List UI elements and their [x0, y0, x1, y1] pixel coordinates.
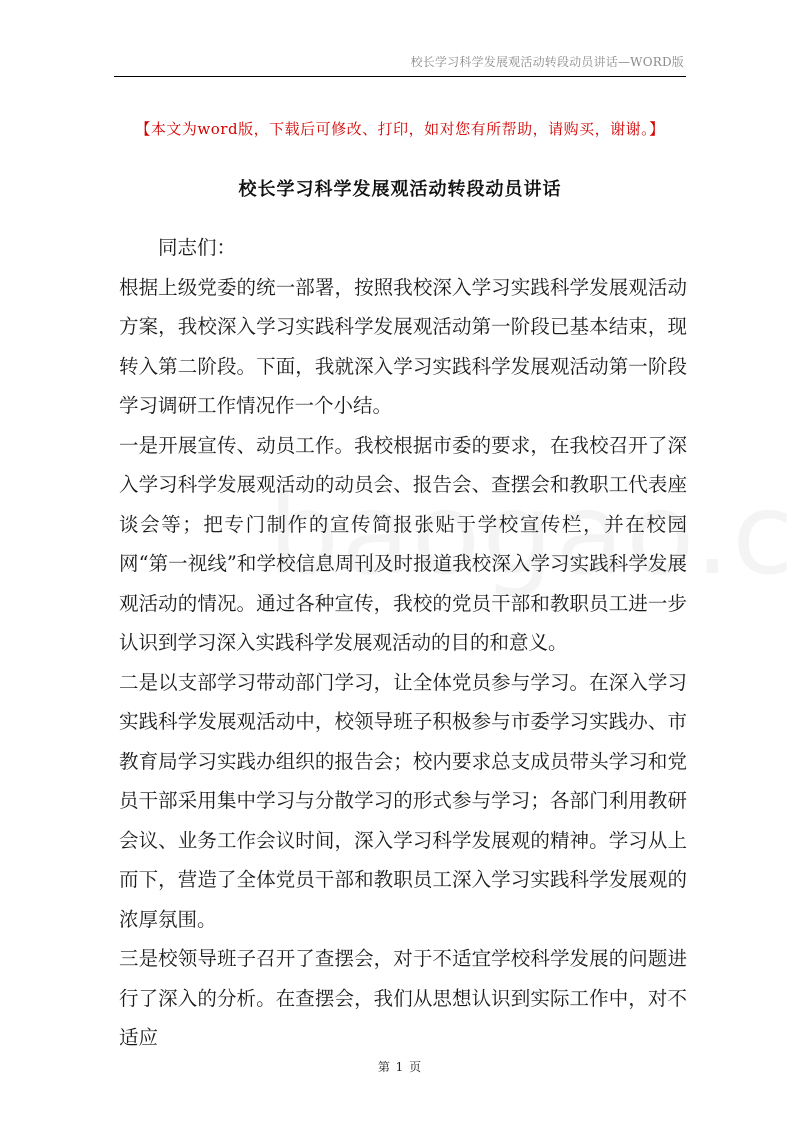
document-title: 校长学习科学发展观活动转段动员讲话 [238, 179, 562, 200]
header-divider [114, 76, 686, 77]
document-body [119, 228, 687, 1058]
greeting: 同志们： [158, 236, 237, 259]
page-number: 第 1 页 [377, 1060, 423, 1074]
paragraph-intro: 根据上级党委的统一部署，按照我校深入学习实践科学发展观活动方案，我校深入学习实践科学发展观活动第一阶段已基本结束，现转入第二阶段。下面，我就深入学习实践科学发展观活动第一阶段学习调研工作情况作一个小结。 [119, 275, 687, 417]
purchase-notice: 【本文为word版，下载后可修改、打印，如对您有所帮助，请购买，谢谢。】 [135, 120, 665, 138]
running-header: 校长学习科学发展观活动转段动员讲话—WORD版 [410, 55, 684, 69]
paragraph-study: 二是以支部学习带动部门学习，让全体党员参与学习。在深入学习实践科学发展观活动中，校领导班子积极参与市委学习实践办、市教育局学习实践办组织的报告会；校内要求总支成员带头学习和党员干部采用集中学习与分散学习的形式参与学习；各部门利用教研会议、业务工作会议时间，深入学习科学发展观的精神。学习从上而下，营造了全体党员干部和教职员工深入学习实践科学发展观的浓厚氛围。 [119, 670, 687, 931]
paragraph-review: 三是校领导班子召开了查摆会，对于不适宜学校科学发展的问题进行了深入的分析。在查摆会，我们从思想认识到实际工作中，对不适应 [119, 947, 687, 1049]
paragraph-publicity: 一是开展宣传、动员工作。我校根据市委的要求，在我校召开了深入学习科学发展观活动的动员会、报告会、查摆会和教职工代表座谈会等；把专门制作的宣传简报张贴于学校宣传栏，并在校园网“第一视线”和学校信息周刊及时报道我校深入学习实践科学发展观活动的情况。通过各种宣传，我校的党员干部和教职员工进一步认识到学习深入实践科学发展观活动的目的和意义。 [119, 433, 687, 654]
